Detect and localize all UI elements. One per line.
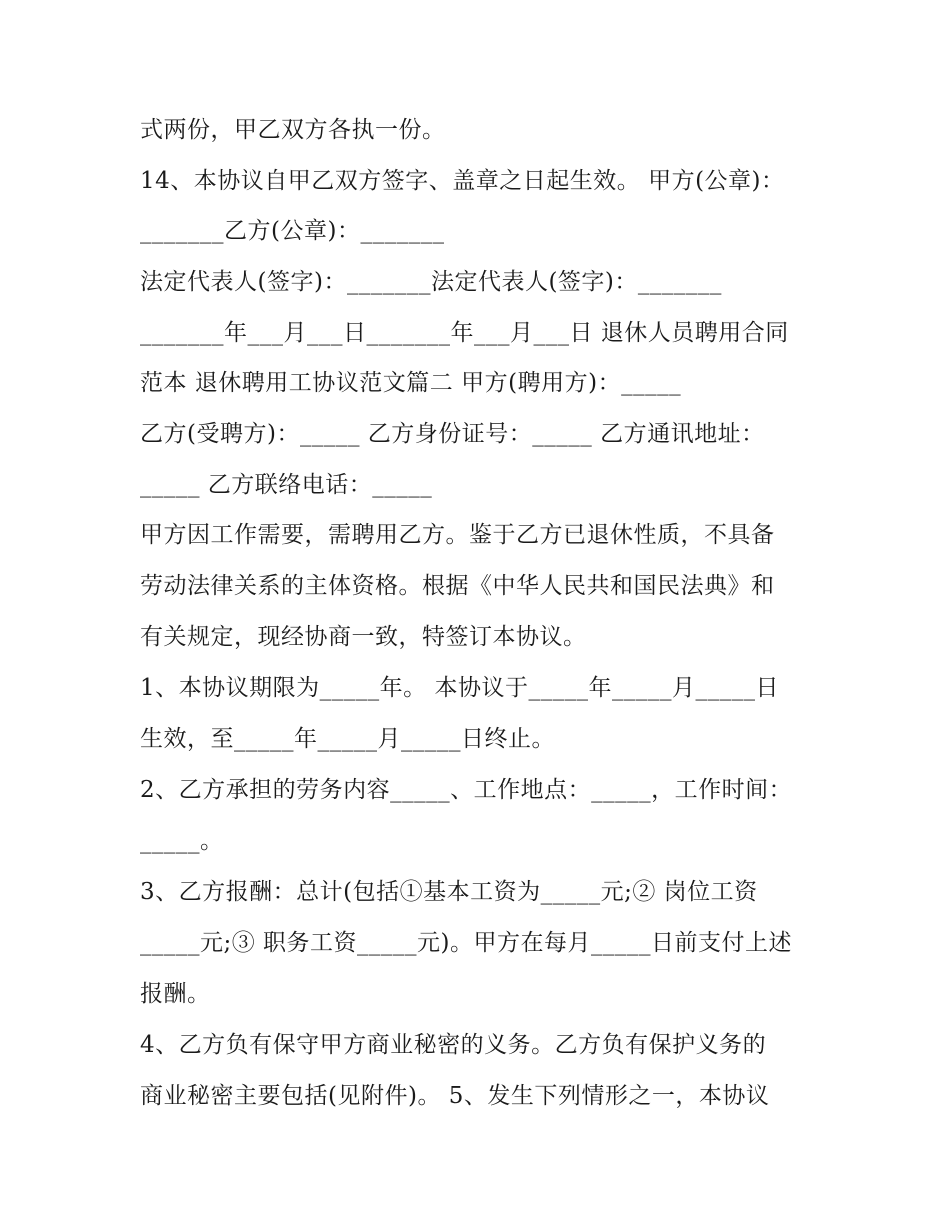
text-line: 4、乙方负有保守甲方商业秘密的义务。乙方负有保护义务的 [140,1032,767,1058]
text-line: 1、本协议期限为_____年。 本协议于_____年_____月_____日 [140,675,779,701]
text-line: 报酬。 [140,981,211,1007]
text-line: 法定代表人(签字)：_______法定代表人(签字)：_______ [140,269,722,295]
text-line: 范本 退休聘用工协议范文篇二 甲方(聘用方)：_____ [140,370,682,396]
text-line: 劳动法律关系的主体资格。根据《中华人民共和国民法典》和 [140,573,775,599]
text-line: 14、本协议自甲乙双方签字、盖章之日起生效。 甲方(公章)： [140,168,785,194]
text-line: 2、乙方承担的劳务内容_____、工作地点：_____，工作时间： [140,777,793,803]
text-line: 式两份，甲乙双方各执一份。 [140,117,446,143]
text-line: 乙方(受聘方)：_____ 乙方身份证号：_____ 乙方通讯地址： [140,421,765,447]
text-line: _______乙方(公章)：_______ [140,218,445,244]
text-line: _____元;③ 职务工资_____元)。甲方在每月_____日前支付上述 [140,930,793,956]
text-line: 甲方因工作需要，需聘用乙方。鉴于乙方已退休性质，不具备 [140,522,775,548]
text-line: 生效，至_____年_____月_____日终止。 [140,726,555,752]
text-line: _____ 乙方联络电话：_____ [140,472,433,498]
text-line: 有关规定，现经协商一致，特签订本协议。 [140,624,587,650]
text-line: 商业秘密主要包括(见附件)。 5、发生下列情形之一，本协议 [140,1083,770,1109]
text-line: 3、乙方报酬：总计(包括①基本工资为_____元;② 岗位工资 [140,879,758,905]
text-line: _______年___月___日_______年___月___日 退休人员聘用合同 [140,320,789,346]
text-line: _____。 [140,828,224,854]
